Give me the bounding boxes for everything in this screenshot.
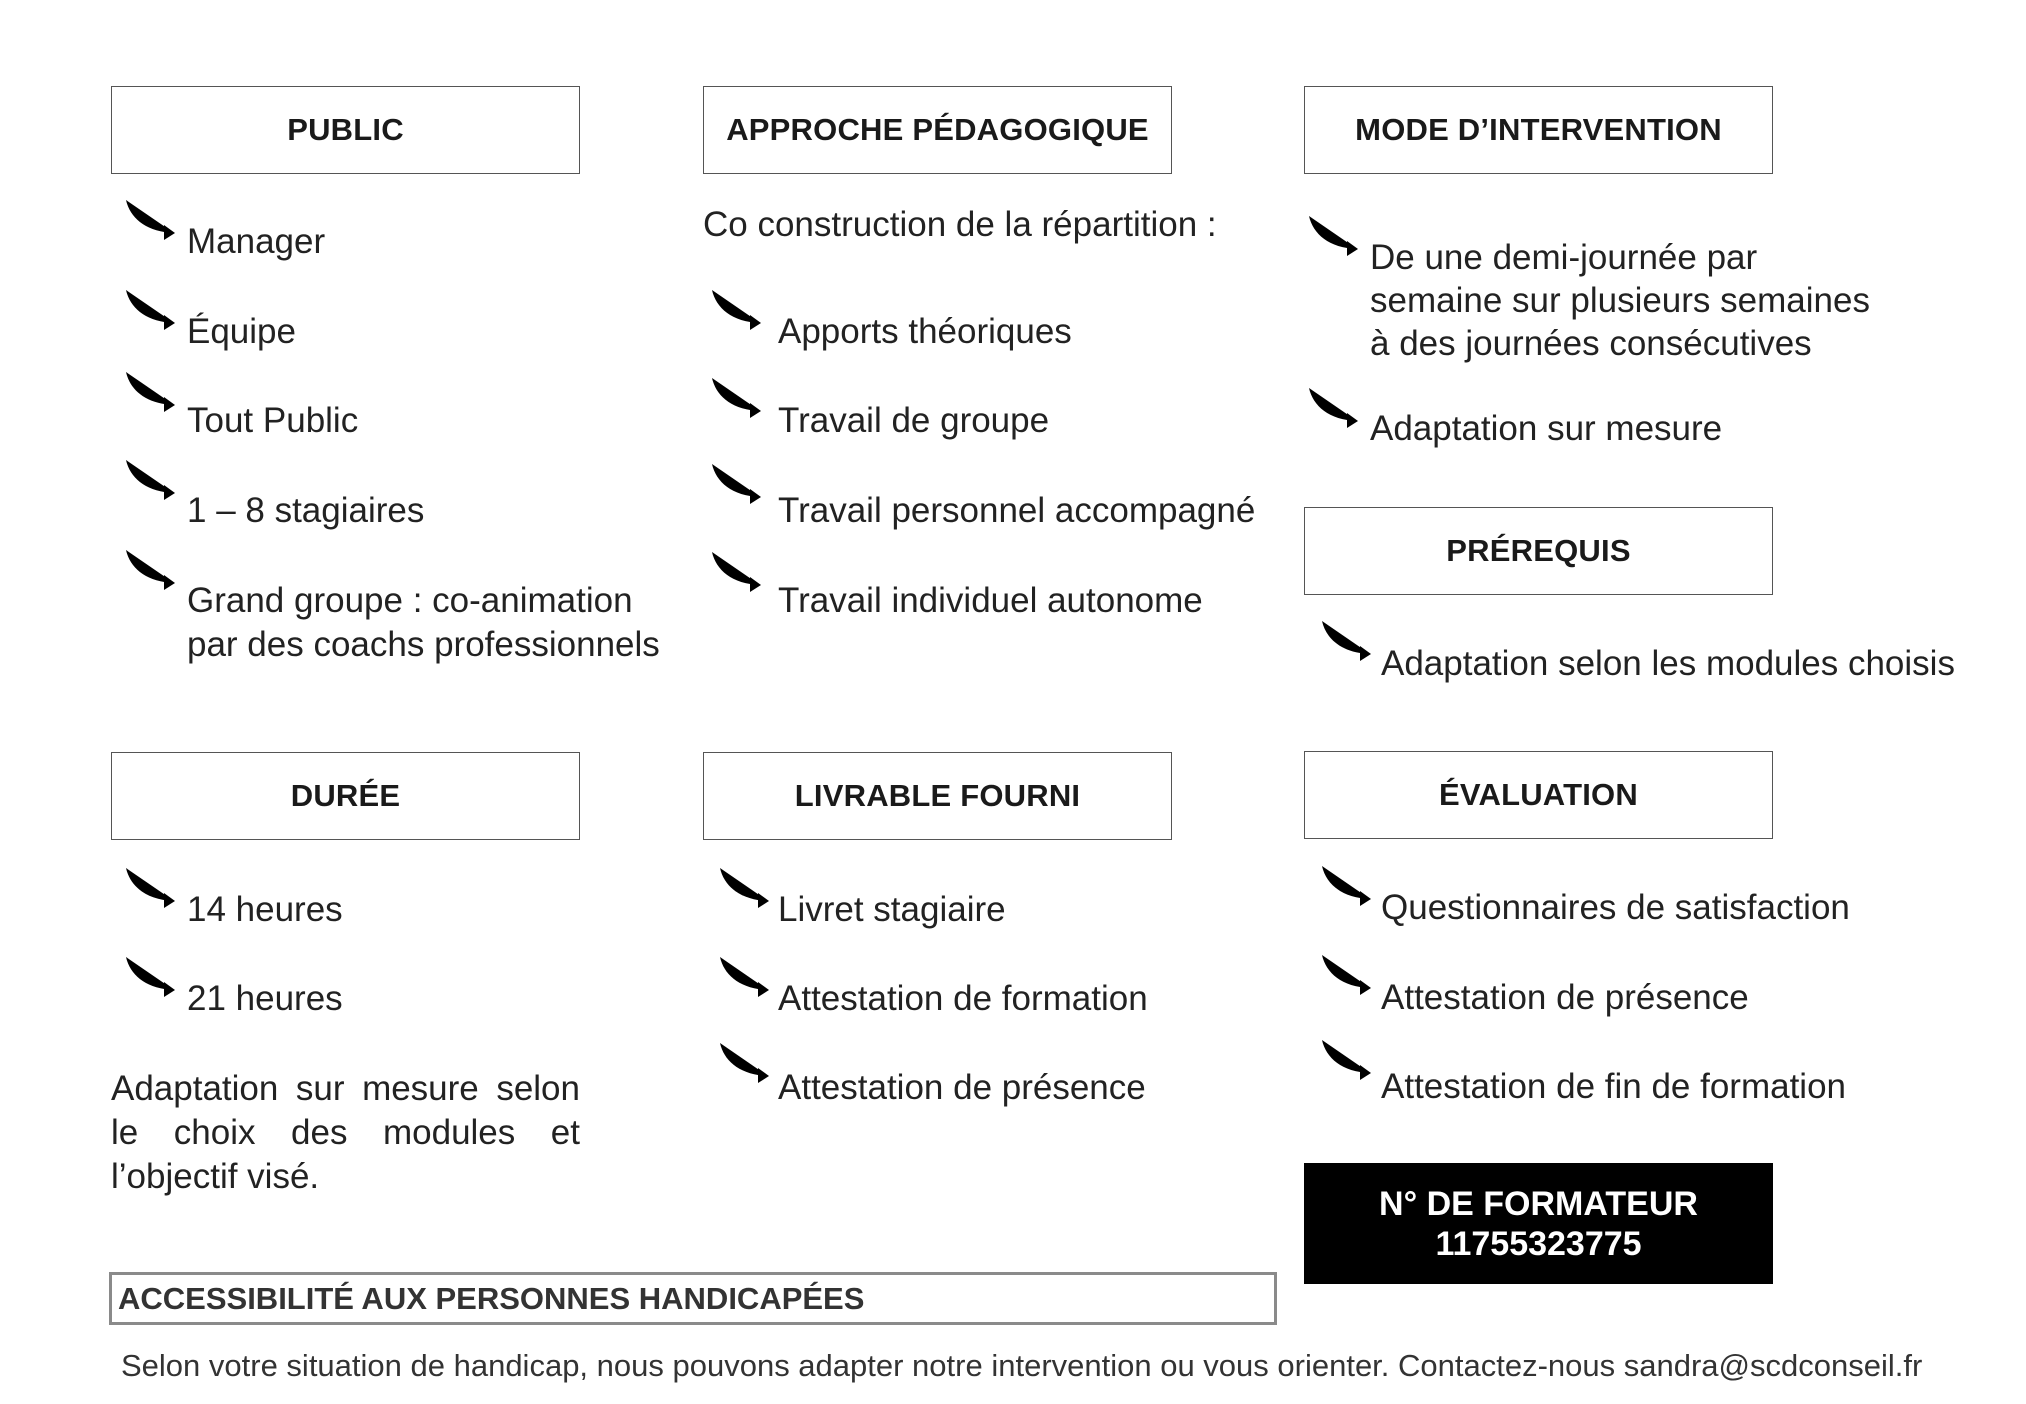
livrable-item-livret: Livret stagiaire: [778, 890, 1006, 929]
arrow-icon: [122, 198, 178, 242]
duree-header: [111, 752, 580, 840]
mode-header: [1304, 86, 1773, 174]
approche-title: APPROCHE PÉDAGOGIQUE: [726, 112, 1149, 147]
arrow-icon: [122, 288, 178, 332]
arrow-icon: [1318, 1038, 1374, 1082]
prerequis-title: PRÉREQUIS: [1446, 533, 1631, 568]
arrow-icon: [1318, 619, 1374, 663]
arrow-icon: [1305, 214, 1361, 258]
evaluation-item-fin-formation: Attestation de fin de formation: [1381, 1067, 1846, 1106]
arrow-icon: [708, 288, 764, 332]
evaluation-item-presence: Attestation de présence: [1381, 978, 1749, 1017]
prerequis-header: [1304, 507, 1773, 595]
approche-item-groupe: Travail de groupe: [778, 401, 1050, 440]
public-header: [111, 86, 580, 174]
approche-intro: Co construction de la répartition :: [703, 205, 1217, 244]
public-title: PUBLIC: [287, 112, 404, 147]
accessibilite-header: [109, 1272, 1277, 1325]
arrow-icon: [1318, 953, 1374, 997]
evaluation-title: ÉVALUATION: [1439, 777, 1638, 812]
mode-item-frequence-line1: De une demi-journée par: [1370, 238, 1758, 277]
arrow-icon: [122, 548, 178, 592]
public-item-tout-public: Tout Public: [187, 401, 359, 440]
mode-title: MODE D’INTERVENTION: [1355, 112, 1722, 147]
arrow-icon: [716, 955, 772, 999]
formateur-number: 11755323775: [1435, 1224, 1642, 1263]
duree-item-21h: 21 heures: [187, 979, 343, 1018]
formateur-badge: [1304, 1163, 1773, 1284]
accessibilite-text: Selon votre situation de handicap, nous pouvons adapter notre intervention ou vous orienter. Contactez-nous sandra@scdconseil.fr: [121, 1348, 1923, 1383]
arrow-icon: [716, 1041, 772, 1085]
arrow-icon: [122, 955, 178, 999]
livrable-title: LIVRABLE FOURNI: [794, 778, 1081, 813]
prerequis-item: Adaptation selon les modules choisis: [1381, 644, 1955, 683]
arrow-icon: [122, 458, 178, 502]
accessibilite-title: ACCESSIBILITÉ AUX PERSONNES HANDICAPÉES: [118, 1280, 865, 1316]
duree-note: Adaptation sur mesure selon le choix des modules et l’objectif visé.: [111, 1069, 580, 1196]
livrable-header: [703, 752, 1172, 840]
livrable-item-formation: Attestation de formation: [778, 979, 1148, 1018]
arrow-icon: [122, 866, 178, 910]
arrow-icon: [708, 550, 764, 594]
arrow-icon: [122, 370, 178, 414]
arrow-icon: [1305, 386, 1361, 430]
evaluation-item-satisfaction: Questionnaires de satisfaction: [1381, 888, 1850, 927]
mode-item-frequence-line2: semaine sur plusieurs semaines: [1370, 281, 1870, 320]
arrow-icon: [716, 866, 772, 910]
public-item-grand-groupe: Grand groupe : co-animation: [187, 581, 633, 620]
evaluation-header: [1304, 751, 1773, 839]
arrow-icon: [708, 462, 764, 506]
public-item-equipe: Équipe: [187, 312, 296, 351]
public-item-grand-groupe-line2: par des coachs professionnels: [187, 625, 660, 664]
approche-item-autonome: Travail individuel autonome: [778, 581, 1203, 620]
approche-item-apports: Apports théoriques: [778, 312, 1072, 351]
duree-item-14h: 14 heures: [187, 890, 343, 929]
public-item-stagiaires: 1 – 8 stagiaires: [187, 491, 425, 530]
arrow-icon: [708, 376, 764, 420]
arrow-icon: [1318, 864, 1374, 908]
formateur-label: N° DE FORMATEUR: [1379, 1184, 1698, 1223]
livrable-item-presence: Attestation de présence: [778, 1068, 1146, 1107]
approche-header: [703, 86, 1172, 174]
public-item-manager: Manager: [187, 222, 326, 261]
duree-title: DURÉE: [290, 778, 401, 813]
mode-item-adaptation: Adaptation sur mesure: [1370, 409, 1723, 448]
approche-item-personnel: Travail personnel accompagné: [778, 491, 1256, 530]
mode-item-frequence-line3: à des journées consécutives: [1370, 324, 1812, 363]
